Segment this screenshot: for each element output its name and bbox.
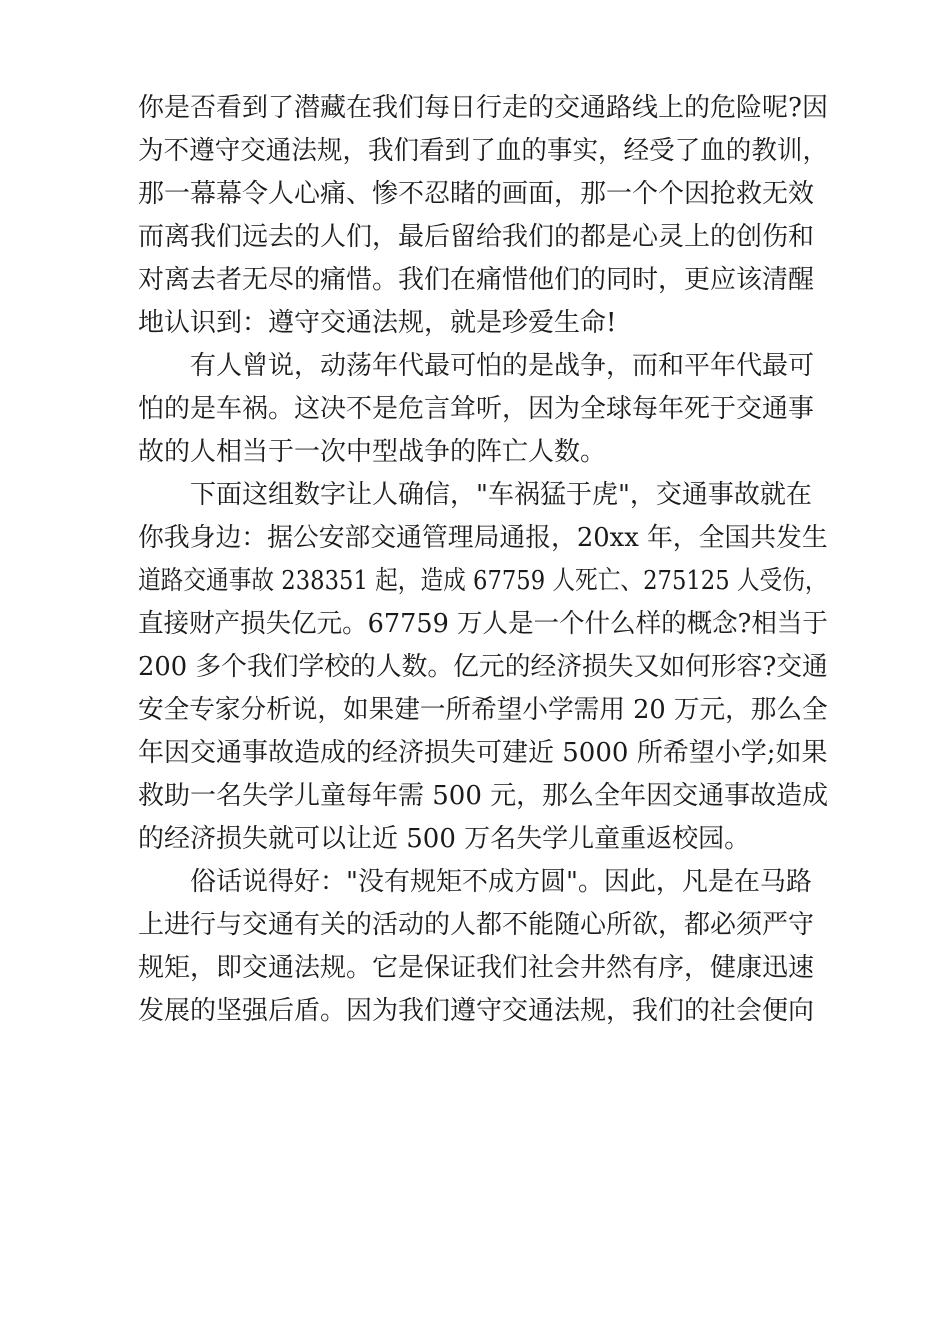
text-line: 对离去者无尽的痛惜。我们在痛惜他们的同时，更应该清醒 [138, 265, 815, 295]
text-line: 安全专家分析说，如果建一所希望小学需用 20 万元，那么全 [138, 695, 828, 725]
text-line: 直接财产损失亿元。67759 万人是一个什么样的概念?相当于 [138, 609, 828, 639]
text-line: 的经济损失就可以让近 500 万名失学儿童重返校园。 [138, 824, 751, 854]
text-line: 发展的坚强后盾。因为我们遵守交通法规，我们的社会便向 [138, 996, 815, 1026]
text-line: 你我身边：据公安部交通管理局通报，20xx 年，全国共发生 [138, 523, 828, 553]
text-line: 为不遵守交通法规，我们看到了血的事实，经受了血的教训， [138, 136, 829, 166]
document-body [138, 87, 829, 1033]
text-line: 怕的是车祸。这决不是危言耸听，因为全球每年死于交通事 [138, 394, 815, 424]
paragraph-2 [138, 345, 818, 474]
paragraph-4 [138, 861, 818, 1033]
paragraph-3 [138, 474, 829, 861]
text-line: 俗话说得好："没有规矩不成方圆"。因此，凡是在马路 [190, 867, 812, 897]
text-line: 上进行与交通有关的活动的人都不能随心所欲，都必须严守 [138, 910, 815, 940]
text-line: 故的人相当于一次中型战争的阵亡人数。 [138, 437, 607, 467]
text-line: 救助一名失学儿童每年需 500 元，那么全年因交通事故造成 [138, 781, 829, 811]
text-line: 200 多个我们学校的人数。亿元的经济损失又如何形容?交通 [138, 652, 828, 682]
text-line: 下面这组数字让人确信，"车祸猛于虎"，交通事故就在 [190, 480, 812, 510]
paragraph-1 [138, 87, 829, 345]
text-line: 有人曾说，动荡年代最可怕的是战争，而和平年代最可 [190, 351, 815, 381]
text-line: 规矩，即交通法规。它是保证我们社会井然有序，健康迅速 [138, 953, 815, 983]
text-line: 那一幕幕令人心痛、惨不忍睹的画面，那一个个因抢救无效 [138, 179, 815, 209]
text-line: 年因交通事故造成的经济损失可建近 5000 所希望小学;如果 [138, 738, 828, 768]
text-line: 道路交通事故 238351 起，造成 67759 人死亡、275125 人受伤， [138, 566, 828, 596]
text-line: 你是否看到了潜藏在我们每日行走的交通路线上的危险呢?因 [138, 93, 828, 123]
text-line: 地认识到：遵守交通法规，就是珍爱生命! [138, 308, 617, 338]
text-line: 而离我们远去的人们，最后留给我们的都是心灵上的创伤和 [138, 222, 815, 252]
